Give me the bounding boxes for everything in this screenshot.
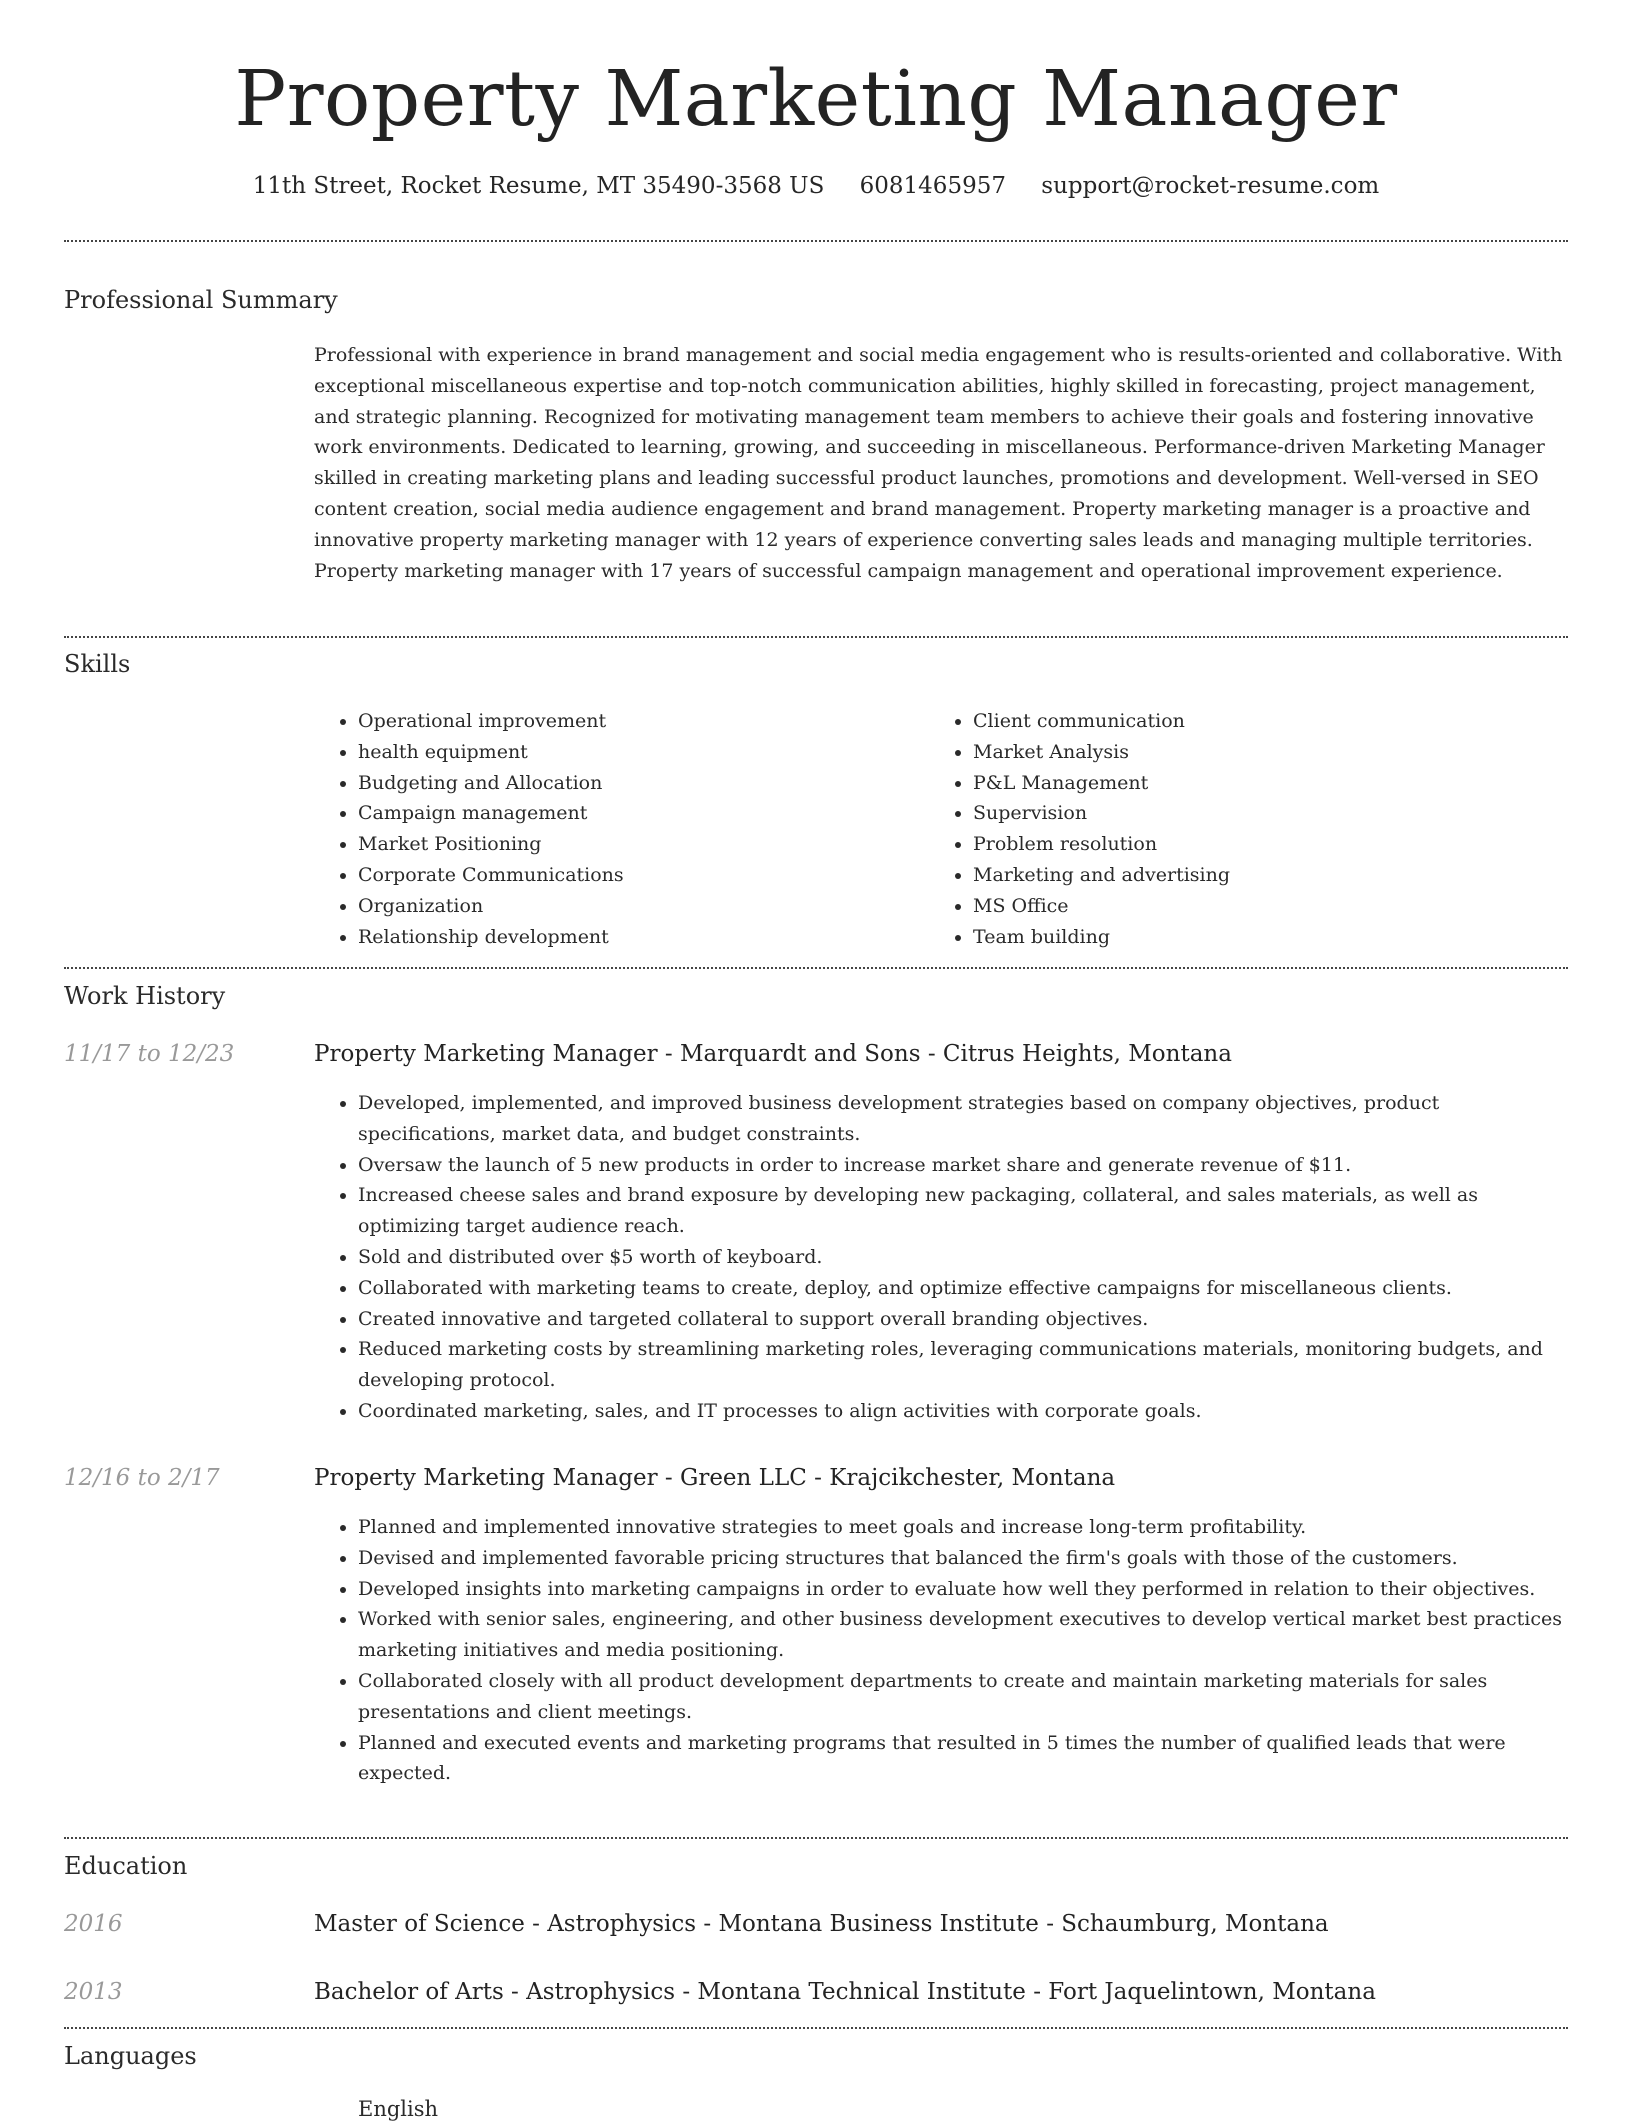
job-bullet: • Collaborated with marketing teams to create, deploy, and optimize effective campaigns for miscellaneous clients.: [358, 1273, 1568, 1304]
section-title-work-history: Work History: [64, 982, 226, 1010]
contact-line: [0, 170, 1632, 202]
skills-column-right: [929, 706, 1489, 952]
education-degree: Bachelor of Arts - Astrophysics - Montana Technical Institute - Fort Jaquelintown, Montana: [314, 1979, 1376, 2005]
skill-item: • MS Office: [973, 891, 1489, 922]
skill-item: • Relationship development: [358, 922, 874, 953]
skill-item: • Problem resolution: [973, 829, 1489, 860]
section-title-skills: Skills: [64, 650, 131, 678]
job-bullet: • Created innovative and targeted collateral to support overall branding objectives.: [358, 1304, 1568, 1335]
skill-item: • health equipment: [358, 737, 874, 768]
job-bullet: • Devised and implemented favorable pricing structures that balanced the firm's goals with those of the customers.: [358, 1543, 1568, 1574]
job-bullet: • Collaborated closely with all product development departments to create and maintain marketing materials for sales presentations and client meetings.: [358, 1666, 1568, 1728]
divider: [64, 1837, 1568, 1839]
education-year: 2013: [64, 1979, 123, 2005]
address: 11th Street, Rocket Resume, MT 35490-3568 US: [252, 173, 825, 199]
job-bullets: [314, 1512, 1568, 1789]
section-title-languages: Languages: [64, 2042, 197, 2070]
job-bullet: • Oversaw the launch of 5 new products in order to increase market share and generate revenue of $11.: [358, 1150, 1568, 1181]
skill-item: • P&L Management: [973, 768, 1489, 799]
skill-item: • Supervision: [973, 798, 1489, 829]
section-title-education: Education: [64, 1852, 188, 1880]
education-year: 2016: [64, 1911, 123, 1937]
email-address: support@rocket-resume.com: [1041, 173, 1380, 199]
skill-item: • Campaign management: [358, 798, 874, 829]
skill-item: • Budgeting and Allocation: [358, 768, 874, 799]
job-bullet: • Worked with senior sales, engineering, and other business development executives to develop vertical market best practices marketing initiatives and media positioning.: [358, 1604, 1568, 1666]
job-dates: 12/16 to 2/17: [64, 1465, 220, 1491]
divider: [64, 636, 1568, 638]
skill-item: • Marketing and advertising: [973, 860, 1489, 891]
job-bullet: • Planned and executed events and marketing programs that resulted in 5 times the number of qualified leads that were expected.: [358, 1728, 1568, 1790]
job-bullet: • Developed insights into marketing campaigns in order to evaluate how well they performed in relation to their objectives.: [358, 1574, 1568, 1605]
divider: [64, 2027, 1568, 2029]
skill-item: • Team building: [973, 922, 1489, 953]
phone-number: 6081465957: [859, 173, 1006, 199]
job-bullet: • Increased cheese sales and brand exposure by developing new packaging, collateral, and sales materials, as well as optimizing target audience reach.: [358, 1180, 1568, 1242]
job-bullet: • Planned and implemented innovative strategies to meet goals and increase long-term profitability.: [358, 1512, 1568, 1543]
language-item: English: [358, 2097, 439, 2121]
job-bullet: • Coordinated marketing, sales, and IT processes to align activities with corporate goals.: [358, 1396, 1568, 1427]
skill-item: • Client communication: [973, 706, 1489, 737]
job-bullet: • Sold and distributed over $5 worth of keyboard.: [358, 1242, 1568, 1273]
resume-title: Property Marketing Manager: [234, 55, 1398, 144]
job-heading: Property Marketing Manager - Marquardt and Sons - Citrus Heights, Montana: [314, 1041, 1232, 1067]
skill-item: • Organization: [358, 891, 874, 922]
skills-column-left: [314, 706, 874, 952]
skill-item: • Market Positioning: [358, 829, 874, 860]
divider: [64, 240, 1568, 242]
divider: [64, 967, 1568, 969]
education-degree: Master of Science - Astrophysics - Montana Business Institute - Schaumburg, Montana: [314, 1911, 1329, 1937]
job-heading: Property Marketing Manager - Green LLC - Krajcikchester, Montana: [314, 1465, 1116, 1491]
skill-item: • Operational improvement: [358, 706, 874, 737]
languages-list: [358, 2094, 1612, 2124]
section-title-summary: Professional Summary: [64, 286, 338, 314]
job-bullet: • Reduced marketing costs by streamlining marketing roles, leveraging communications materials, monitoring budgets, and developing protocol.: [358, 1334, 1568, 1396]
job-dates: 11/17 to 12/23: [64, 1041, 235, 1067]
summary-section: [314, 340, 1568, 586]
job-bullet: • Developed, implemented, and improved business development strategies based on company objectives, product specifications, market data, and budget constraints.: [358, 1088, 1568, 1150]
summary-text: Professional with experience in brand management and social media engagement who is results-oriented and collaborative. With exceptional miscellaneous expertise and top-notch communication abilities, highly skilled in forecasting, project management, and strategic planning. Recognized for motivating management team members to achieve their goals and fostering innovative work environments. Dedicated to learning, growing, and succeeding in miscellaneous. Performance-driven Marketing Manager skilled in creating marketing plans and leading successful product launches, promotions and development. Well-versed in SEO content creation, social media audience engagement and brand management. Property marketing manager is a proactive and innovative property marketing manager with 12 years of experience converting sales leads and managing multiple territories. Property marketing manager with 17 years of successful campaign management and operational improvement experience.: [314, 344, 1563, 582]
skill-item: • Corporate Communications: [358, 860, 874, 891]
job-bullets: [314, 1088, 1568, 1427]
skill-item: • Market Analysis: [973, 737, 1489, 768]
